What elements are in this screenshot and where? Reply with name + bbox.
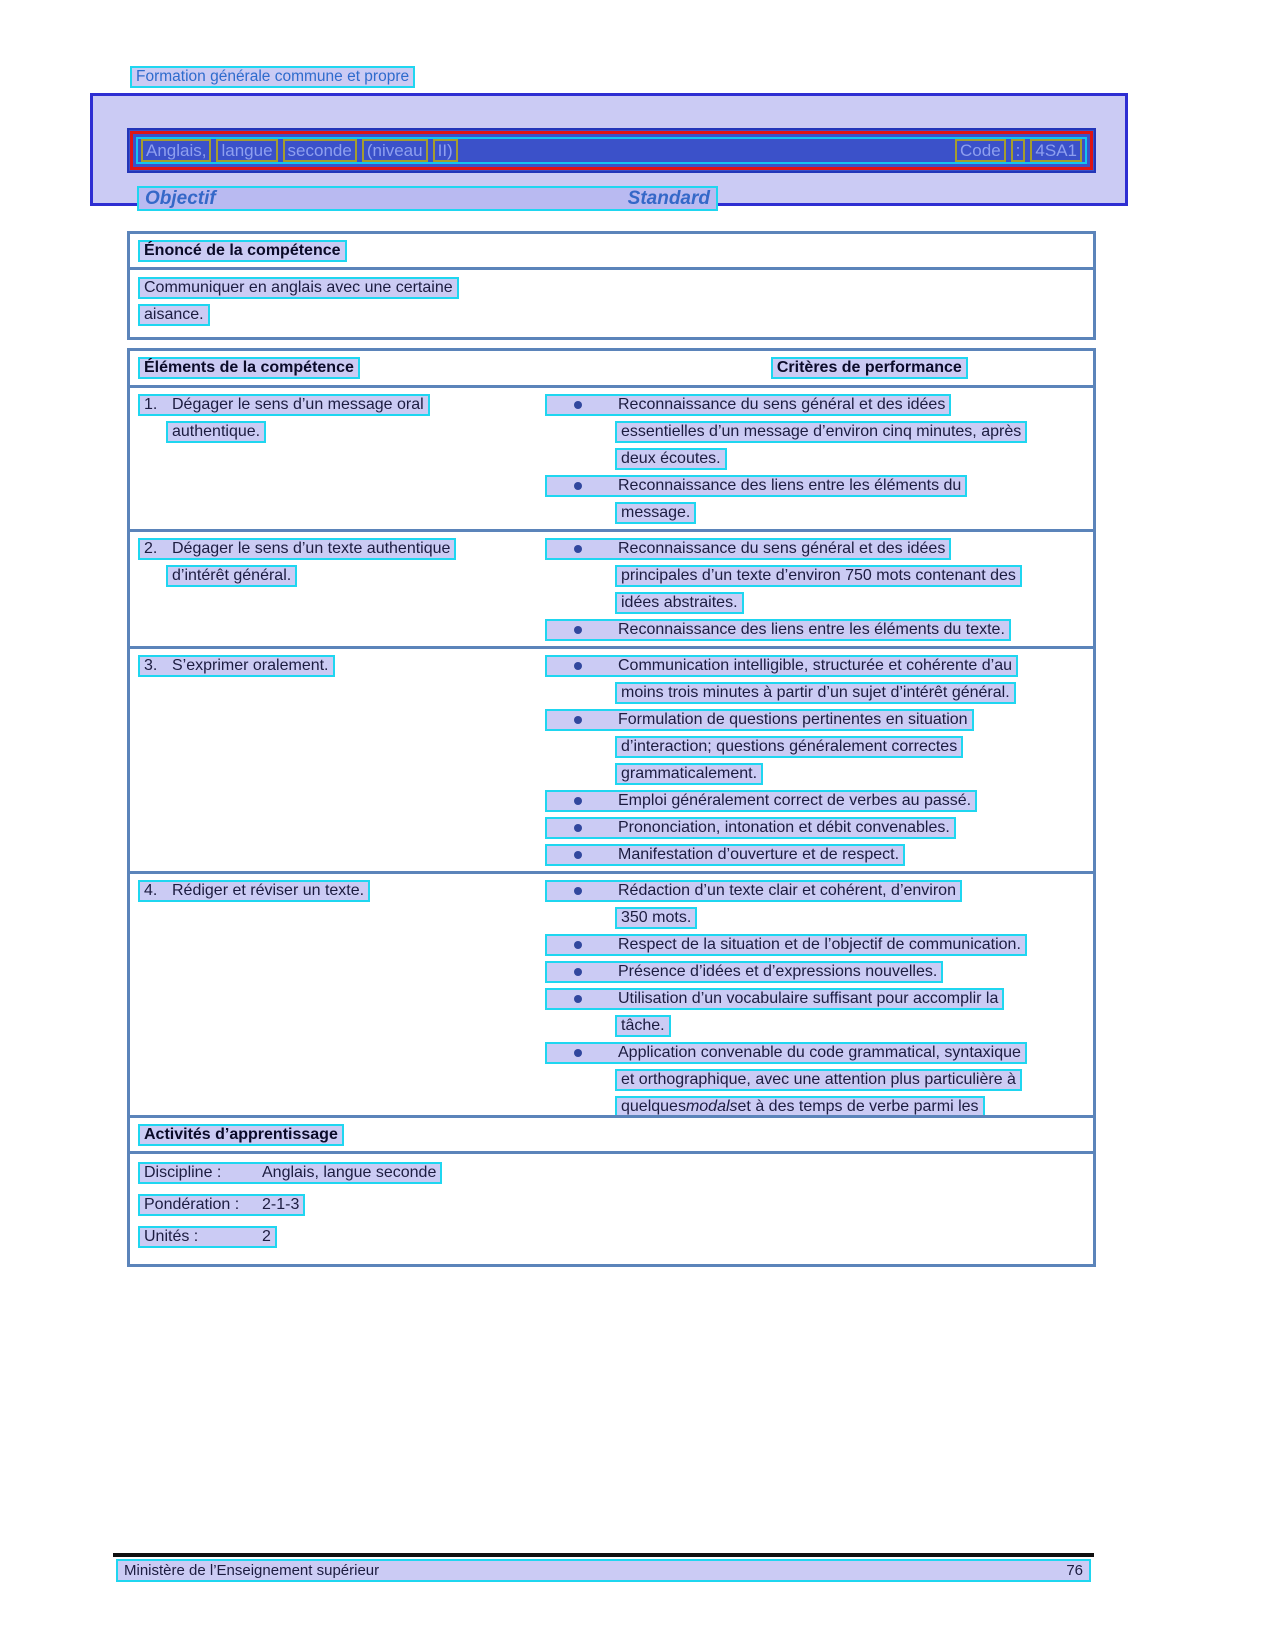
criterion-text-line	[545, 1015, 1093, 1040]
field-label: Pondération :	[144, 1196, 240, 1213]
element-text-line	[138, 655, 545, 680]
criterion-text-line	[545, 619, 1093, 644]
title-word-box: II)	[433, 139, 458, 162]
criterion-highlight	[545, 475, 967, 497]
criterion-highlight	[545, 988, 1004, 1010]
element-highlight	[138, 394, 430, 416]
text-segment: grammaticalement.	[621, 765, 758, 782]
element-text: Rédiger et réviser un texte.	[172, 882, 365, 899]
elements-col-header: Éléments de la compétence	[138, 357, 360, 379]
bullet-icon	[574, 401, 582, 409]
element-highlight	[138, 538, 456, 560]
field-value: 2-1-3	[262, 1196, 300, 1213]
text-segment: 350 mots.	[621, 909, 692, 926]
bullet-icon	[574, 824, 582, 832]
criterion-highlight	[545, 844, 905, 866]
criterion-highlight	[615, 421, 1027, 443]
text-segment: Reconnaissance des liens entre les éléments du texte.	[618, 621, 1005, 638]
title-word-box: Anglais,	[141, 139, 211, 162]
element-text-line	[138, 394, 545, 419]
criterion-text-line	[545, 709, 1093, 734]
ocr-line-box	[136, 137, 1087, 164]
criterion-highlight	[545, 790, 977, 812]
running-head	[130, 66, 415, 88]
title-word-box: langue	[216, 139, 277, 162]
bullet-icon	[574, 482, 582, 490]
text-segment: Prononciation, intonation et débit convenables.	[618, 819, 950, 836]
criterion-text-line	[545, 682, 1093, 707]
criterion-highlight	[545, 655, 1018, 677]
activites-table	[127, 1115, 1096, 1267]
activites-field-highlight	[138, 1226, 277, 1248]
text-segment: message.	[621, 504, 691, 521]
element-text: S’exprimer oralement.	[172, 657, 329, 674]
criterion-text-line	[545, 655, 1093, 680]
code-word-box: 4SA1	[1030, 139, 1082, 162]
enonce-header-text: Énoncé de la compétence	[138, 240, 347, 262]
criterion-text-line	[545, 817, 1093, 842]
text-segment: d’interaction; questions généralement correctes	[621, 738, 958, 755]
footer-ministry-text: Ministère de l’Enseignement supérieur	[124, 1562, 380, 1579]
criterion-highlight	[615, 907, 697, 929]
criterion-highlight	[615, 592, 744, 614]
criterion-text-line	[545, 475, 1093, 500]
criterion-text-line	[545, 1042, 1093, 1067]
field-value: 2	[262, 1228, 271, 1245]
criterion-text-line	[545, 790, 1093, 815]
running-head-text: Formation générale commune et propre	[130, 66, 415, 88]
text-segment: principales d’un texte d’environ 750 mots contenant des	[621, 567, 1016, 584]
element-text-line	[138, 880, 545, 905]
criterion-highlight	[615, 565, 1022, 587]
criterion-text-line	[545, 502, 1093, 527]
competence-row	[130, 646, 1093, 871]
field-value: Anglais, langue seconde	[262, 1164, 437, 1181]
objectif-heading: Objectif	[145, 187, 216, 209]
enonce-line: aisance.	[138, 304, 210, 326]
elements-table	[127, 348, 1096, 1207]
title-word-box: seconde	[283, 139, 357, 162]
criterion-text-line	[545, 988, 1093, 1013]
criterion-text-line	[545, 448, 1093, 473]
italic-term: modals	[685, 1098, 738, 1115]
element-highlight	[166, 565, 297, 587]
element-text: authentique.	[172, 423, 261, 440]
activites-table-body	[130, 1154, 1093, 1264]
element-highlight	[166, 421, 266, 443]
competence-row	[130, 529, 1093, 646]
text-segment: Emploi généralement correct de verbes au passé.	[618, 792, 972, 809]
text-segment: Reconnaissance du sens général et des idées	[618, 396, 946, 413]
element-number: 3.	[144, 657, 158, 674]
criterion-text-line	[545, 565, 1093, 590]
element-text-line	[138, 421, 545, 446]
criterion-text-line	[545, 592, 1093, 617]
element-number: 2.	[144, 540, 158, 557]
text-segment: tâche.	[621, 1017, 665, 1034]
enonce-table	[127, 231, 1096, 340]
criterion-highlight	[545, 880, 962, 902]
code-word-box: Code	[955, 139, 1006, 162]
bullet-icon	[574, 968, 582, 976]
criterion-highlight	[545, 1042, 1027, 1064]
activites-field-highlight	[138, 1194, 305, 1216]
criterion-highlight	[615, 1015, 671, 1037]
activites-header-text: Activités d’apprentissage	[138, 1124, 344, 1146]
element-number: 4.	[144, 882, 158, 899]
bullet-icon	[574, 716, 582, 724]
criterion-highlight	[545, 817, 956, 839]
bullet-icon	[574, 626, 582, 634]
text-segment: et orthographique, avec une attention plus particulière à	[621, 1071, 1016, 1088]
competence-row	[130, 388, 1093, 529]
criterion-highlight	[545, 538, 951, 560]
text-segment: Utilisation d’un vocabulaire suffisant pour accomplir la	[618, 990, 999, 1007]
text-segment: Rédaction d’un texte clair et cohérent, d’environ	[618, 882, 956, 899]
bullet-icon	[574, 1049, 582, 1057]
element-text: Dégager le sens d’un texte authentique	[172, 540, 451, 557]
activites-field-line	[138, 1194, 1093, 1221]
element-text-line	[138, 538, 545, 563]
bullet-icon	[574, 662, 582, 670]
footer	[116, 1559, 1091, 1582]
course-title	[141, 139, 458, 162]
activites-table-header	[130, 1118, 1093, 1154]
bullet-icon	[574, 941, 582, 949]
text-segment: deux écoutes.	[621, 450, 721, 467]
criterion-text-line	[545, 880, 1093, 905]
criterion-highlight	[615, 502, 696, 524]
standard-heading: Standard	[627, 187, 710, 209]
element-text-line	[138, 565, 545, 590]
criterion-text-line	[545, 907, 1093, 932]
elements-table-rows	[130, 388, 1093, 1204]
criterion-text-line	[545, 763, 1093, 788]
field-label: Discipline :	[144, 1164, 222, 1181]
criteria-cell	[545, 394, 1093, 529]
text-segment: idées abstraites.	[621, 594, 738, 611]
course-code	[955, 139, 1082, 162]
criteres-col-header: Critères de performance	[771, 357, 968, 379]
bullet-icon	[574, 797, 582, 805]
criterion-highlight	[615, 1069, 1022, 1091]
element-highlight	[138, 880, 370, 902]
footer-rule	[113, 1553, 1094, 1557]
enonce-table-body	[130, 270, 1093, 337]
course-title-bar	[127, 128, 1096, 173]
criterion-highlight	[545, 934, 1027, 956]
criterion-text-line	[545, 961, 1093, 986]
element-text: Dégager le sens d’un message oral	[172, 396, 424, 413]
criterion-text-line	[545, 538, 1093, 563]
criterion-highlight	[545, 709, 974, 731]
text-segment: Présence d’idées et d’expressions nouvelles.	[618, 963, 938, 980]
text-segment: Reconnaissance du sens général et des idées	[618, 540, 946, 557]
element-number: 1.	[144, 396, 158, 413]
activites-field-highlight	[138, 1162, 442, 1184]
bullet-icon	[574, 995, 582, 1003]
criterion-text-line	[545, 1069, 1093, 1094]
bullet-icon	[574, 545, 582, 553]
criterion-text-line	[545, 421, 1093, 446]
element-cell	[130, 538, 545, 646]
element-cell	[130, 394, 545, 529]
text-segment: Formulation de questions pertinentes en situation	[618, 711, 968, 728]
enonce-table-header	[130, 234, 1093, 270]
text-segment: Respect de la situation et de l’objectif de communication.	[618, 936, 1021, 953]
objectif-standard-band	[137, 186, 718, 211]
criterion-text-line	[545, 394, 1093, 419]
elements-table-header	[130, 351, 1093, 388]
criterion-text-line	[545, 844, 1093, 869]
criteria-cell	[545, 538, 1093, 646]
code-word-box: :	[1011, 139, 1026, 162]
footer-page-number: 76	[1066, 1562, 1083, 1579]
text-segment: Manifestation d’ouverture et de respect.	[618, 846, 900, 863]
activites-field-line	[138, 1162, 1093, 1189]
activites-field-line	[138, 1226, 1093, 1253]
criterion-highlight	[545, 961, 943, 983]
text-segment: Reconnaissance des liens entre les éléments du	[618, 477, 962, 494]
element-highlight	[138, 655, 335, 677]
criterion-highlight	[545, 394, 951, 416]
text-segment: quelques	[621, 1098, 686, 1115]
field-label: Unités :	[144, 1228, 199, 1245]
element-text: d’intérêt général.	[172, 567, 292, 584]
text-segment: moins trois minutes à partir d’un sujet d’intérêt général.	[621, 684, 1010, 701]
element-cell	[130, 655, 545, 871]
title-word-box: (niveau	[362, 139, 428, 162]
text-segment: essentielles d’un message d’environ cinq minutes, après	[621, 423, 1022, 440]
criteria-cell	[545, 655, 1093, 871]
text-segment: Communication intelligible, structurée et cohérente d’au	[618, 657, 1012, 674]
criterion-highlight	[615, 736, 963, 758]
text-segment: Application convenable du code grammatical, syntaxique	[618, 1044, 1021, 1061]
bullet-icon	[574, 851, 582, 859]
criterion-highlight	[545, 619, 1011, 641]
criterion-text-line	[545, 736, 1093, 761]
criterion-highlight	[615, 448, 727, 470]
criterion-text-line	[545, 934, 1093, 959]
enonce-line: Communiquer en anglais avec une certaine	[138, 277, 459, 299]
bullet-icon	[574, 887, 582, 895]
criterion-highlight	[615, 682, 1016, 704]
text-segment: et à des temps de verbe parmi les	[737, 1098, 979, 1115]
criterion-highlight	[615, 763, 763, 785]
